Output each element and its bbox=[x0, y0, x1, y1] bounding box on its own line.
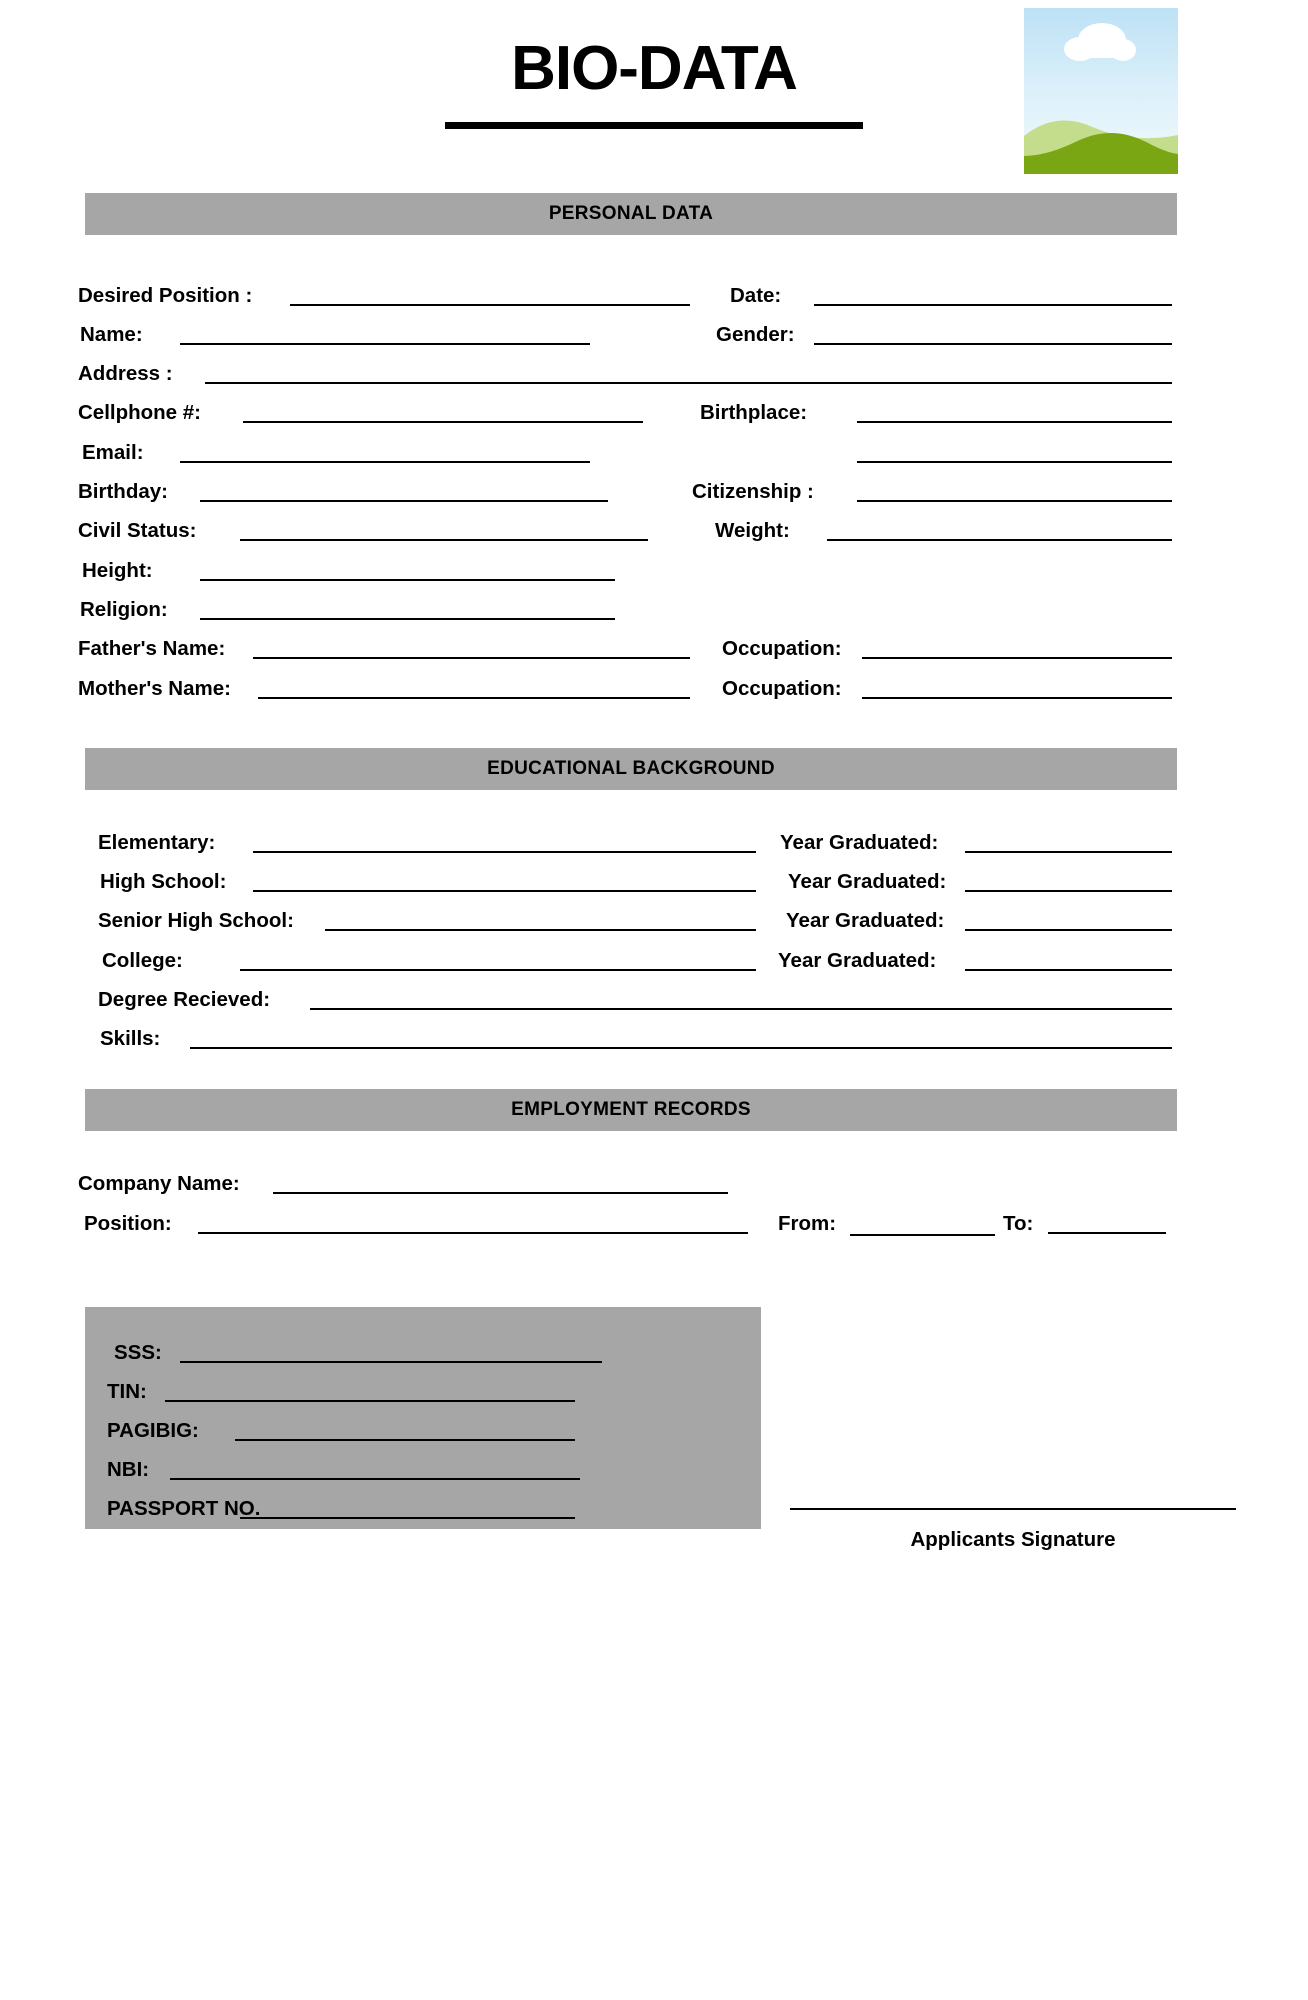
label-high-school: High School: bbox=[100, 870, 227, 893]
input-address[interactable] bbox=[205, 382, 1172, 384]
input-name[interactable] bbox=[180, 343, 590, 345]
input-year-graduated-elementary[interactable] bbox=[965, 851, 1172, 853]
label-mothers-name: Mother's Name: bbox=[78, 677, 231, 700]
label-address: Address : bbox=[78, 362, 173, 385]
input-nbi[interactable] bbox=[170, 1478, 580, 1480]
input-mothers-name[interactable] bbox=[258, 697, 690, 699]
label-email: Email: bbox=[82, 441, 144, 464]
label-birthday: Birthday: bbox=[78, 480, 168, 503]
label-tin: TIN: bbox=[107, 1380, 147, 1403]
label-senior-high-school: Senior High School: bbox=[98, 909, 294, 932]
label-citizenship: Citizenship : bbox=[692, 480, 814, 503]
input-occupation-mother[interactable] bbox=[862, 697, 1172, 699]
label-skills: Skills: bbox=[100, 1027, 161, 1050]
input-company-name[interactable] bbox=[273, 1192, 728, 1194]
label-occupation-mother: Occupation: bbox=[722, 677, 842, 700]
input-elementary[interactable] bbox=[253, 851, 756, 853]
label-cellphone: Cellphone #: bbox=[78, 401, 202, 424]
input-civil-status[interactable] bbox=[240, 539, 648, 541]
input-position[interactable] bbox=[198, 1232, 748, 1234]
label-gender: Gender: bbox=[716, 323, 795, 346]
input-birthday[interactable] bbox=[200, 500, 608, 502]
label-to: To: bbox=[1003, 1212, 1034, 1235]
input-from[interactable] bbox=[850, 1234, 995, 1236]
label-religion: Religion: bbox=[80, 598, 168, 621]
input-college[interactable] bbox=[240, 969, 756, 971]
input-sss[interactable] bbox=[180, 1361, 602, 1363]
section-header-personal-data bbox=[85, 193, 1177, 235]
section-header-educational-background-label: EDUCATIONAL BACKGROUND bbox=[487, 758, 775, 779]
label-pagibig: PAGIBIG: bbox=[107, 1419, 199, 1442]
label-fathers-name: Father's Name: bbox=[78, 637, 226, 660]
label-birthplace: Birthplace: bbox=[700, 401, 808, 424]
input-citizenship[interactable] bbox=[857, 500, 1172, 502]
input-fathers-name[interactable] bbox=[253, 657, 690, 659]
input-skills[interactable] bbox=[190, 1047, 1172, 1049]
input-date[interactable] bbox=[814, 304, 1172, 306]
label-sss: SSS: bbox=[114, 1341, 162, 1364]
input-height[interactable] bbox=[200, 579, 615, 581]
label-occupation-father: Occupation: bbox=[722, 637, 842, 660]
input-email[interactable] bbox=[180, 461, 590, 463]
label-from: From: bbox=[778, 1212, 837, 1235]
label-college: College: bbox=[102, 949, 183, 972]
input-senior-high-school[interactable] bbox=[325, 929, 756, 931]
label-position: Position: bbox=[84, 1212, 172, 1235]
label-year-graduated-college: Year Graduated: bbox=[778, 949, 937, 972]
input-birthplace-2[interactable] bbox=[857, 461, 1172, 463]
landscape-photo-icon bbox=[1024, 8, 1178, 174]
label-nbi: NBI: bbox=[107, 1458, 150, 1481]
input-year-graduated-senior-high[interactable] bbox=[965, 929, 1172, 931]
label-year-graduated-high-school: Year Graduated: bbox=[788, 870, 947, 893]
input-weight[interactable] bbox=[827, 539, 1172, 541]
label-degree-recieved: Degree Recieved: bbox=[98, 988, 271, 1011]
input-gender[interactable] bbox=[814, 343, 1172, 345]
label-desired-position: Desired Position : bbox=[78, 284, 253, 307]
label-height: Height: bbox=[82, 559, 153, 582]
label-civil-status: Civil Status: bbox=[78, 519, 197, 542]
label-name: Name: bbox=[80, 323, 143, 346]
input-occupation-father[interactable] bbox=[862, 657, 1172, 659]
input-tin[interactable] bbox=[165, 1400, 575, 1402]
label-year-graduated-senior-high: Year Graduated: bbox=[786, 909, 945, 932]
label-elementary: Elementary: bbox=[98, 831, 216, 854]
input-pagibig[interactable] bbox=[235, 1439, 575, 1441]
input-to[interactable] bbox=[1048, 1232, 1166, 1234]
input-birthplace[interactable] bbox=[857, 421, 1172, 423]
input-degree-recieved[interactable] bbox=[310, 1008, 1172, 1010]
label-year-graduated-elementary: Year Graduated: bbox=[780, 831, 939, 854]
label-weight: Weight: bbox=[715, 519, 790, 542]
page-title: BIO-DATA bbox=[511, 34, 797, 103]
label-passport-no: PASSPORT NO. bbox=[107, 1497, 261, 1520]
label-company-name: Company Name: bbox=[78, 1172, 240, 1195]
label-date: Date: bbox=[730, 284, 782, 307]
section-header-personal-data-label: PERSONAL DATA bbox=[548, 203, 714, 224]
input-year-graduated-high-school[interactable] bbox=[965, 890, 1172, 892]
section-header-employment-records-label: EMPLOYMENT RECORDS bbox=[511, 1099, 751, 1120]
section-header-educational-background bbox=[85, 748, 1177, 790]
input-religion[interactable] bbox=[200, 618, 615, 620]
input-cellphone[interactable] bbox=[243, 421, 643, 423]
title-underline bbox=[445, 122, 863, 129]
signature-line[interactable] bbox=[790, 1508, 1236, 1510]
government-ids-panel bbox=[85, 1307, 761, 1529]
section-header-employment-records bbox=[85, 1089, 1177, 1131]
input-desired-position[interactable] bbox=[290, 304, 690, 306]
input-high-school[interactable] bbox=[253, 890, 756, 892]
signature-label: Applicants Signature bbox=[910, 1528, 1116, 1551]
input-passport-no[interactable] bbox=[240, 1517, 575, 1519]
input-year-graduated-college[interactable] bbox=[965, 969, 1172, 971]
